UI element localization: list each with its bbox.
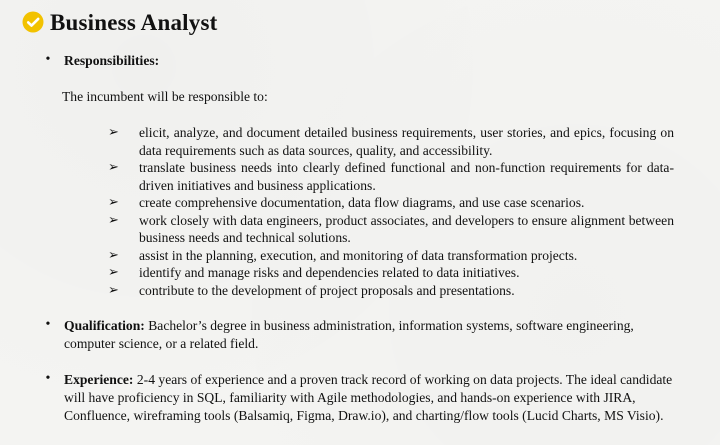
check-circle-icon xyxy=(22,11,44,33)
responsibility-item xyxy=(108,194,674,212)
responsibility-text: work closely with data engineers, product associates, and developers to ensure alignment between business needs and technical solutions. xyxy=(139,212,674,245)
responsibilities-heading-row xyxy=(44,52,159,70)
experience-label: Experience: xyxy=(64,372,134,387)
qualification-label: Qualification: xyxy=(64,318,145,333)
page-title: Business Analyst xyxy=(50,9,218,35)
arrow-bullet-icon: ➢ xyxy=(108,282,119,298)
title-row xyxy=(22,8,217,36)
bullet-icon: • xyxy=(45,371,51,386)
qualification-section xyxy=(44,317,684,357)
arrow-bullet-icon: ➢ xyxy=(108,265,119,280)
responsibility-item xyxy=(108,264,674,282)
responsibility-item xyxy=(108,159,674,194)
responsibility-text: elicit, analyze, and document detailed business requirements, user stories, and epics, focusing on data requirements such as data sources, quality, and accessibility. xyxy=(139,125,674,158)
qualification-content xyxy=(64,317,684,353)
experience-section xyxy=(44,371,684,443)
responsibility-item xyxy=(108,247,674,265)
responsibilities-intro: The incumbent will be responsible to: xyxy=(62,89,268,104)
responsibility-text: translate business needs into clearly defined functional and non-function requirements for data-driven initiatives and business applications. xyxy=(139,160,674,193)
responsibility-text: create comprehensive documentation, data flow diagrams, and use case scenarios. xyxy=(139,195,585,210)
arrow-bullet-icon: ➢ xyxy=(108,247,119,263)
arrow-bullet-icon: ➢ xyxy=(108,195,119,210)
arrow-bullet-icon: ➢ xyxy=(108,160,119,175)
responsibility-item xyxy=(108,282,674,300)
responsibility-item xyxy=(108,212,674,247)
bullet-icon: • xyxy=(45,317,51,332)
responsibility-text: contribute to the development of project proposals and presentations. xyxy=(139,282,515,298)
responsibility-text: assist in the planning, execution, and monitoring of data transformation projects. xyxy=(139,247,578,263)
arrow-bullet-icon: ➢ xyxy=(108,125,119,140)
responsibility-text: identify and manage risks and dependencies related to data initiatives. xyxy=(139,265,520,280)
responsibilities-list xyxy=(108,124,674,299)
experience-text: 2-4 years of experience and a proven track record of working on data projects. The ideal candidate will have proficiency in SQL, familiarity with Agile methodologies, and hands-on experience with JIRA, Confluence, wireframing tools (Balsamiq, Figma, Draw.io), and charting/flow tools (Lucid Charts, MS Visio). xyxy=(64,372,673,423)
responsibility-item xyxy=(108,124,674,159)
arrow-bullet-icon: ➢ xyxy=(108,212,119,228)
bullet-icon: • xyxy=(45,52,51,67)
qualification-text: Bachelor’s degree in business administration, information systems, software engineering, computer science, or a related field. xyxy=(64,318,634,351)
responsibilities-label: Responsibilities: xyxy=(64,53,160,68)
experience-content xyxy=(64,371,684,425)
